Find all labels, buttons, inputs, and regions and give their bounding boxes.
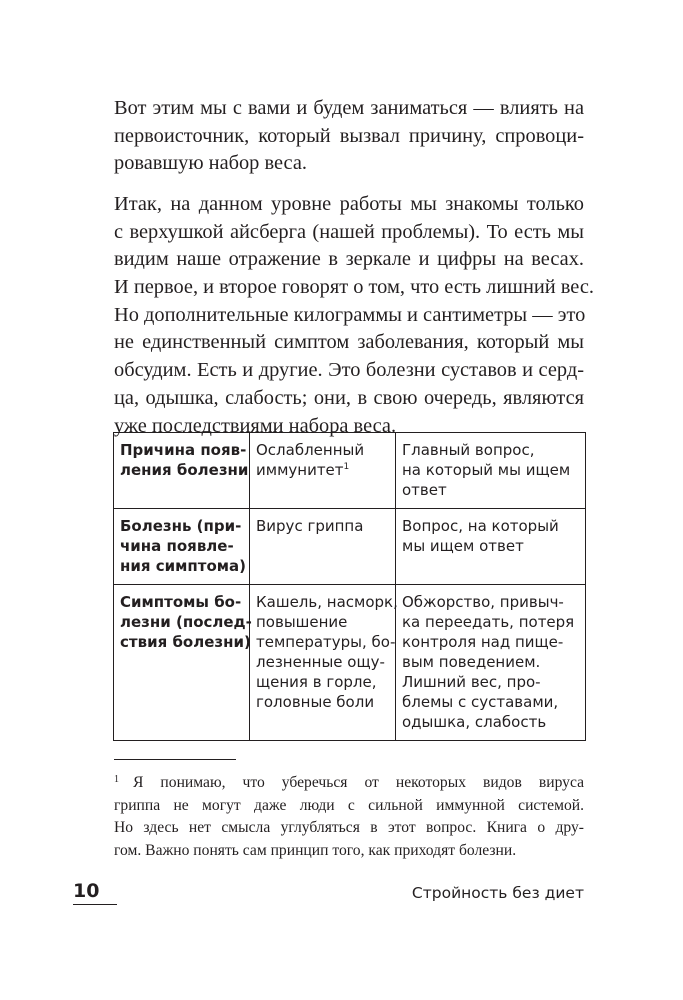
table-cell [250, 585, 396, 741]
cell-line: Лишний вес, про- [402, 673, 541, 691]
cell-line: Болезнь (при- [120, 517, 242, 535]
cell-line-with-footnote [256, 460, 389, 480]
text-line: уже последствиями набора веса. [114, 414, 397, 437]
cell-line: Вирус гриппа [256, 517, 364, 535]
cell-line: Кашель, насморк, [256, 593, 398, 611]
cell-line: Обжорство, привыч- [402, 593, 564, 611]
cell-line: чина появле- [120, 537, 234, 555]
footnote-separator [114, 759, 236, 760]
table-cell [250, 509, 396, 585]
running-title: Стройность без диет [411, 884, 584, 902]
cell-line: лезни (послед- [120, 613, 252, 631]
row-header-cell [114, 509, 250, 585]
cell-line: мы ищем ответ [402, 537, 524, 555]
row-header-cell [114, 585, 250, 741]
text-line: с верхушкой айсберга (нашей проблемы). То есть мы [114, 220, 584, 243]
footnote-line: гом. Важно понять сам принцип того, как приходят болезни. [114, 841, 517, 859]
cell-line: блемы с суставами, [402, 693, 559, 711]
footnote-mark: 1 [114, 774, 119, 785]
page-number: 10 [73, 880, 100, 902]
text-line: первоисточник, который вызвал причину, спровоци- [114, 124, 584, 147]
row-header-cell [114, 433, 250, 509]
footnote-line [114, 772, 584, 795]
text-line: Но дополнительные килограммы и сантиметры — это [114, 303, 586, 326]
text-line: видим наше отражение в зеркале и цифры на весах. [114, 248, 584, 271]
text-line: ровавшую набор веса. [114, 152, 307, 175]
table-cell [250, 433, 396, 509]
cell-line: одышка, слабость [402, 713, 547, 731]
table-cell [396, 585, 586, 741]
text-line: ца, одышка, слабость; они, в свою очередь, являются [114, 386, 584, 409]
cell-line: ления болезни [120, 461, 249, 479]
text-line: Итак, на данном уровне работы мы знакомы только [114, 193, 584, 215]
text-line: Вот этим мы с вами и будем заниматься — влиять на [114, 97, 584, 119]
cell-line: Ослабленный [256, 441, 365, 459]
text-line: И первое, и второе говорят о том, что есть лишний вес. [114, 276, 595, 299]
text-line: не единственный симптом заболевания, который мы [114, 331, 584, 354]
cell-line: на который мы ищем [402, 461, 571, 479]
footnote-text: Я понимаю, что уберечься от некоторых видов вируса [133, 774, 584, 791]
cell-line: щения в горле, [256, 673, 377, 691]
cell-line: Причина появ- [120, 441, 247, 459]
paragraph-1 [114, 95, 584, 178]
cell-line: ответ [402, 481, 447, 499]
footnote-reference: 1 [343, 462, 350, 472]
cell-line: повышение [256, 613, 348, 631]
cell-line: вым поведением. [402, 653, 541, 671]
cause-symptom-table [113, 432, 586, 741]
footnote-line: Но здесь нет смысла углубляться в этот вопрос. Книга о дру- [114, 819, 584, 836]
table-cell [396, 433, 586, 509]
cell-line: ния симптома) [120, 557, 246, 575]
cell-line: Симптомы бо- [120, 593, 242, 611]
cell-line: головные боли [256, 693, 375, 711]
footnote [114, 772, 584, 862]
cell-line: Главный вопрос, [402, 441, 535, 459]
text-line: обсудим. Есть и другие. Это болезни суставов и серд- [114, 359, 584, 382]
cell-line: лезненные ощу- [256, 653, 385, 671]
table-row [114, 585, 586, 741]
table-cell [396, 509, 586, 585]
page-number-rule [73, 904, 117, 905]
cell-line: ствия болезни) [120, 633, 251, 651]
cell-text: иммунитет [256, 461, 344, 479]
footnote-line: гриппа не могут даже люди с сильной иммунной системой. [114, 796, 584, 814]
cell-line: контроля над пище- [402, 633, 564, 651]
cell-line: температуры, бо- [256, 633, 396, 651]
cell-line: ка переедать, потеря [402, 613, 575, 631]
cell-line: Вопрос, на который [402, 517, 559, 535]
paragraph-2 [114, 191, 595, 440]
table-row [114, 509, 586, 585]
table-row [114, 433, 586, 509]
